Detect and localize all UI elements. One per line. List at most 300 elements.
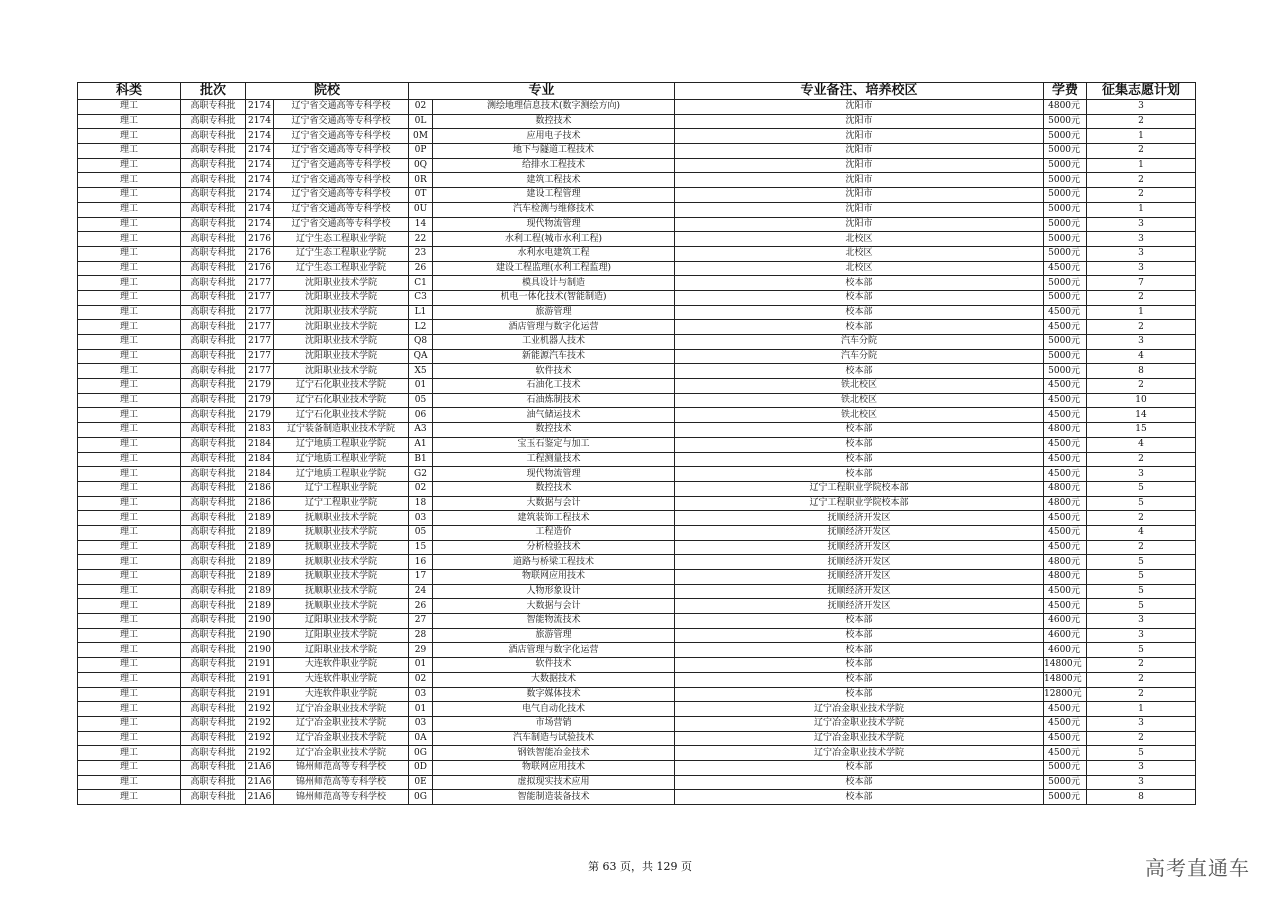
table-row [78,525,1196,540]
cell-category: 理工 [78,511,181,526]
cell-plan: 4 [1087,437,1196,452]
cell-plan: 5 [1087,584,1196,599]
cell-major-code: C1 [409,276,433,291]
cell-category: 理工 [78,496,181,511]
cell-school-name: 抚顺职业技术学院 [274,511,409,526]
cell-tuition: 5000元 [1044,760,1087,775]
table-row [78,232,1196,247]
cell-campus: 抚顺经济开发区 [675,599,1044,614]
cell-major-code: 01 [409,658,433,673]
cell-major-name: 电气自动化技术 [433,702,675,717]
cell-category: 理工 [78,276,181,291]
cell-major-code: 0U [409,202,433,217]
cell-major-name: 建筑工程技术 [433,173,675,188]
cell-school-name: 辽宁工程职业学院 [274,496,409,511]
cell-major-code: 0G [409,746,433,761]
cell-category: 理工 [78,144,181,159]
cell-campus: 校本部 [675,437,1044,452]
cell-major-name: 道路与桥梁工程技术 [433,555,675,570]
table-row [78,702,1196,717]
table-row [78,246,1196,261]
cell-major-code: 24 [409,584,433,599]
cell-batch: 高职专科批 [181,437,246,452]
cell-batch: 高职专科批 [181,496,246,511]
cell-category: 理工 [78,217,181,232]
cell-tuition: 14800元 [1044,672,1087,687]
cell-batch: 高职专科批 [181,144,246,159]
cell-major-code: 0M [409,129,433,144]
cell-school-code: 2179 [246,408,274,423]
cell-plan: 3 [1087,100,1196,115]
cell-campus: 抚顺经济开发区 [675,511,1044,526]
cell-major-name: 物联网应用技术 [433,760,675,775]
cell-school-code: 2192 [246,731,274,746]
table-row [78,437,1196,452]
table-row [78,129,1196,144]
cell-batch: 高职专科批 [181,555,246,570]
cell-category: 理工 [78,746,181,761]
cell-campus: 汽车分院 [675,349,1044,364]
cell-major-name: 酒店管理与数字化运营 [433,320,675,335]
cell-tuition: 4500元 [1044,716,1087,731]
cell-school-code: 2189 [246,555,274,570]
cell-category: 理工 [78,628,181,643]
cell-plan: 5 [1087,599,1196,614]
cell-batch: 高职专科批 [181,672,246,687]
cell-category: 理工 [78,188,181,203]
cell-major-code: 01 [409,702,433,717]
cell-campus: 沈阳市 [675,217,1044,232]
cell-batch: 高职专科批 [181,525,246,540]
table-row [78,276,1196,291]
cell-plan: 2 [1087,320,1196,335]
cell-category: 理工 [78,100,181,115]
cell-major-code: 0R [409,173,433,188]
cell-school-name: 锦州师范高等专科学校 [274,790,409,805]
cell-category: 理工 [78,775,181,790]
cell-major-code: 16 [409,555,433,570]
header-campus: 专业备注、培养校区 [675,83,1044,100]
cell-tuition: 4800元 [1044,100,1087,115]
cell-batch: 高职专科批 [181,452,246,467]
cell-campus: 沈阳市 [675,100,1044,115]
cell-major-code: X5 [409,364,433,379]
cell-major-name: 大数据与会计 [433,496,675,511]
cell-category: 理工 [78,114,181,129]
cell-major-name: 酒店管理与数字化运营 [433,643,675,658]
cell-plan: 10 [1087,393,1196,408]
cell-school-code: 2186 [246,481,274,496]
cell-plan: 3 [1087,775,1196,790]
cell-school-name: 抚顺职业技术学院 [274,555,409,570]
cell-category: 理工 [78,379,181,394]
watermark-logo: 高考直通车 [1145,856,1250,880]
cell-tuition: 4500元 [1044,408,1087,423]
cell-batch: 高职专科批 [181,364,246,379]
cell-tuition: 5000元 [1044,144,1087,159]
cell-school-name: 辽宁冶金职业技术学院 [274,731,409,746]
cell-plan: 14 [1087,408,1196,423]
cell-major-name: 测绘地理信息技术(数字测绘方向) [433,100,675,115]
cell-major-code: G2 [409,467,433,482]
cell-tuition: 5000元 [1044,335,1087,350]
cell-campus: 铁北校区 [675,408,1044,423]
table-row [78,114,1196,129]
cell-category: 理工 [78,129,181,144]
cell-plan: 5 [1087,481,1196,496]
cell-plan: 3 [1087,760,1196,775]
cell-major-name: 旅游管理 [433,628,675,643]
table-header-row [78,83,1196,100]
cell-tuition: 4500元 [1044,467,1087,482]
cell-school-name: 辽宁冶金职业技术学院 [274,746,409,761]
cell-school-name: 大连软件职业学院 [274,687,409,702]
cell-tuition: 5000元 [1044,349,1087,364]
cell-batch: 高职专科批 [181,628,246,643]
cell-major-code: 22 [409,232,433,247]
cell-campus: 沈阳市 [675,202,1044,217]
cell-campus: 校本部 [675,467,1044,482]
cell-tuition: 4600元 [1044,643,1087,658]
cell-plan: 3 [1087,217,1196,232]
cell-batch: 高职专科批 [181,643,246,658]
table-row [78,672,1196,687]
cell-major-code: L1 [409,305,433,320]
cell-plan: 2 [1087,452,1196,467]
cell-tuition: 4500元 [1044,393,1087,408]
cell-major-name: 智能制造装备技术 [433,790,675,805]
cell-batch: 高职专科批 [181,188,246,203]
cell-major-code: L2 [409,320,433,335]
cell-school-name: 沈阳职业技术学院 [274,364,409,379]
cell-campus: 沈阳市 [675,173,1044,188]
header-school: 院校 [246,83,409,100]
cell-category: 理工 [78,232,181,247]
cell-tuition: 5000元 [1044,114,1087,129]
cell-campus: 校本部 [675,775,1044,790]
cell-category: 理工 [78,687,181,702]
table-row [78,305,1196,320]
cell-tuition: 4600元 [1044,628,1087,643]
cell-major-code: A3 [409,423,433,438]
cell-campus: 沈阳市 [675,129,1044,144]
cell-major-name: 石油化工技术 [433,379,675,394]
cell-plan: 3 [1087,335,1196,350]
cell-major-code: 0Q [409,158,433,173]
cell-plan: 15 [1087,423,1196,438]
cell-batch: 高职专科批 [181,276,246,291]
cell-major-code: 03 [409,687,433,702]
cell-school-name: 辽宁生态工程职业学院 [274,232,409,247]
table-row [78,731,1196,746]
cell-school-name: 锦州师范高等专科学校 [274,775,409,790]
cell-category: 理工 [78,173,181,188]
header-tuition: 学费 [1044,83,1087,100]
cell-major-name: 机电一体化技术(智能制造) [433,290,675,305]
cell-major-code: 0P [409,144,433,159]
cell-major-name: 现代物流管理 [433,467,675,482]
cell-tuition: 4500元 [1044,305,1087,320]
cell-tuition: 4600元 [1044,614,1087,629]
cell-campus: 校本部 [675,452,1044,467]
cell-school-name: 辽宁省交通高等专科学校 [274,217,409,232]
cell-campus: 校本部 [675,305,1044,320]
cell-batch: 高职专科批 [181,731,246,746]
cell-plan: 2 [1087,731,1196,746]
cell-tuition: 5000元 [1044,188,1087,203]
cell-tuition: 5000元 [1044,364,1087,379]
cell-category: 理工 [78,716,181,731]
cell-major-code: B1 [409,452,433,467]
cell-plan: 3 [1087,628,1196,643]
cell-school-code: 2189 [246,511,274,526]
cell-major-code: 0L [409,114,433,129]
cell-batch: 高职专科批 [181,584,246,599]
cell-major-name: 软件技术 [433,364,675,379]
cell-school-name: 辽宁省交通高等专科学校 [274,129,409,144]
cell-tuition: 5000元 [1044,158,1087,173]
cell-tuition: 4800元 [1044,496,1087,511]
cell-major-name: 应用电子技术 [433,129,675,144]
cell-category: 理工 [78,202,181,217]
cell-category: 理工 [78,467,181,482]
cell-campus: 辽宁工程职业学院校本部 [675,481,1044,496]
cell-school-name: 抚顺职业技术学院 [274,525,409,540]
table-row [78,408,1196,423]
cell-category: 理工 [78,584,181,599]
cell-major-name: 石油炼制技术 [433,393,675,408]
cell-major-name: 数字媒体技术 [433,687,675,702]
cell-major-code: 02 [409,672,433,687]
cell-category: 理工 [78,672,181,687]
table-row [78,349,1196,364]
table-row [78,393,1196,408]
cell-campus: 校本部 [675,628,1044,643]
cell-plan: 3 [1087,716,1196,731]
table-row [78,158,1196,173]
cell-batch: 高职专科批 [181,320,246,335]
cell-campus: 沈阳市 [675,144,1044,159]
cell-batch: 高职专科批 [181,775,246,790]
cell-tuition: 5000元 [1044,276,1087,291]
table-row [78,599,1196,614]
cell-plan: 1 [1087,202,1196,217]
cell-major-name: 地下与隧道工程技术 [433,144,675,159]
cell-category: 理工 [78,305,181,320]
cell-category: 理工 [78,658,181,673]
cell-campus: 抚顺经济开发区 [675,525,1044,540]
cell-plan: 8 [1087,790,1196,805]
cell-tuition: 4500元 [1044,746,1087,761]
cell-category: 理工 [78,320,181,335]
table-row [78,643,1196,658]
cell-batch: 高职专科批 [181,790,246,805]
cell-tuition: 4500元 [1044,584,1087,599]
cell-school-name: 抚顺职业技术学院 [274,584,409,599]
cell-plan: 2 [1087,290,1196,305]
cell-major-code: 06 [409,408,433,423]
cell-school-code: 2191 [246,672,274,687]
table-row [78,790,1196,805]
cell-school-code: 2189 [246,540,274,555]
cell-major-code: 26 [409,599,433,614]
cell-campus: 抚顺经济开发区 [675,540,1044,555]
cell-school-name: 辽宁生态工程职业学院 [274,246,409,261]
table-row [78,716,1196,731]
table-row [78,202,1196,217]
table-row [78,614,1196,629]
table-row [78,658,1196,673]
cell-school-code: 2186 [246,496,274,511]
cell-school-name: 辽宁冶金职业技术学院 [274,702,409,717]
cell-school-code: 2174 [246,129,274,144]
cell-school-name: 辽宁地质工程职业学院 [274,437,409,452]
cell-school-code: 2179 [246,379,274,394]
cell-major-name: 现代物流管理 [433,217,675,232]
cell-batch: 高职专科批 [181,408,246,423]
cell-campus: 校本部 [675,276,1044,291]
table-row [78,540,1196,555]
cell-batch: 高职专科批 [181,173,246,188]
cell-major-name: 数控技术 [433,481,675,496]
table-row [78,555,1196,570]
cell-school-code: 2179 [246,393,274,408]
table-row [78,320,1196,335]
table-row [78,188,1196,203]
cell-major-code: 28 [409,628,433,643]
cell-plan: 2 [1087,540,1196,555]
cell-campus: 抚顺经济开发区 [675,555,1044,570]
cell-category: 理工 [78,731,181,746]
header-major: 专业 [409,83,675,100]
cell-major-name: 工业机器人技术 [433,335,675,350]
cell-plan: 2 [1087,114,1196,129]
cell-school-code: 2189 [246,584,274,599]
cell-school-name: 辽宁省交通高等专科学校 [274,114,409,129]
cell-school-code: 2177 [246,305,274,320]
cell-school-code: 2174 [246,158,274,173]
cell-batch: 高职专科批 [181,423,246,438]
cell-school-code: 2192 [246,716,274,731]
cell-tuition: 4800元 [1044,555,1087,570]
cell-plan: 3 [1087,614,1196,629]
cell-major-code: 14 [409,217,433,232]
table-row [78,335,1196,350]
cell-plan: 2 [1087,687,1196,702]
cell-plan: 5 [1087,555,1196,570]
cell-school-name: 辽宁装备制造职业技术学院 [274,423,409,438]
cell-school-name: 辽宁省交通高等专科学校 [274,173,409,188]
table-row [78,628,1196,643]
cell-batch: 高职专科批 [181,599,246,614]
table-row [78,100,1196,115]
cell-school-name: 沈阳职业技术学院 [274,276,409,291]
cell-major-code: QA [409,349,433,364]
cell-major-code: 29 [409,643,433,658]
cell-major-name: 大数据技术 [433,672,675,687]
cell-school-code: 2189 [246,570,274,585]
cell-category: 理工 [78,393,181,408]
cell-major-name: 宝玉石鉴定与加工 [433,437,675,452]
cell-tuition: 5000元 [1044,790,1087,805]
cell-plan: 5 [1087,496,1196,511]
cell-school-name: 辽宁石化职业技术学院 [274,393,409,408]
cell-category: 理工 [78,790,181,805]
cell-tuition: 5000元 [1044,775,1087,790]
cell-campus: 铁北校区 [675,379,1044,394]
cell-batch: 高职专科批 [181,246,246,261]
cell-batch: 高职专科批 [181,261,246,276]
cell-school-name: 辽阳职业技术学院 [274,628,409,643]
table-row [78,775,1196,790]
table-row [78,364,1196,379]
cell-school-code: 2176 [246,246,274,261]
table-row [78,173,1196,188]
cell-batch: 高职专科批 [181,687,246,702]
cell-category: 理工 [78,437,181,452]
cell-major-name: 汽车检测与维修技术 [433,202,675,217]
cell-major-name: 软件技术 [433,658,675,673]
cell-campus: 汽车分院 [675,335,1044,350]
cell-school-code: 2177 [246,349,274,364]
cell-campus: 校本部 [675,320,1044,335]
cell-major-name: 汽车制造与试验技术 [433,731,675,746]
cell-major-name: 市场营销 [433,716,675,731]
cell-campus: 沈阳市 [675,158,1044,173]
cell-batch: 高职专科批 [181,349,246,364]
cell-major-name: 油气储运技术 [433,408,675,423]
table-row [78,379,1196,394]
table-row [78,570,1196,585]
cell-school-name: 锦州师范高等专科学校 [274,760,409,775]
cell-plan: 3 [1087,261,1196,276]
cell-major-code: 0T [409,188,433,203]
cell-school-name: 辽宁省交通高等专科学校 [274,144,409,159]
cell-batch: 高职专科批 [181,716,246,731]
cell-plan: 1 [1087,129,1196,144]
cell-major-code: A1 [409,437,433,452]
cell-major-name: 建设工程监理(水利工程监理) [433,261,675,276]
cell-school-code: 2190 [246,614,274,629]
cell-school-code: 2184 [246,467,274,482]
cell-campus: 北校区 [675,261,1044,276]
cell-plan: 3 [1087,467,1196,482]
cell-category: 理工 [78,555,181,570]
cell-major-code: 01 [409,379,433,394]
cell-batch: 高职专科批 [181,393,246,408]
cell-tuition: 4500元 [1044,511,1087,526]
cell-major-code: 05 [409,393,433,408]
cell-major-code: 23 [409,246,433,261]
cell-tuition: 4500元 [1044,540,1087,555]
cell-batch: 高职专科批 [181,746,246,761]
cell-school-name: 辽宁冶金职业技术学院 [274,716,409,731]
cell-plan: 5 [1087,643,1196,658]
cell-category: 理工 [78,364,181,379]
cell-category: 理工 [78,335,181,350]
cell-school-name: 沈阳职业技术学院 [274,349,409,364]
cell-school-name: 辽宁省交通高等专科学校 [274,100,409,115]
cell-school-code: 2190 [246,628,274,643]
cell-batch: 高职专科批 [181,511,246,526]
table-row [78,423,1196,438]
table-row [78,760,1196,775]
cell-campus: 辽宁冶金职业技术学院 [675,702,1044,717]
cell-campus: 辽宁冶金职业技术学院 [675,746,1044,761]
table-row [78,687,1196,702]
cell-batch: 高职专科批 [181,305,246,320]
cell-category: 理工 [78,423,181,438]
